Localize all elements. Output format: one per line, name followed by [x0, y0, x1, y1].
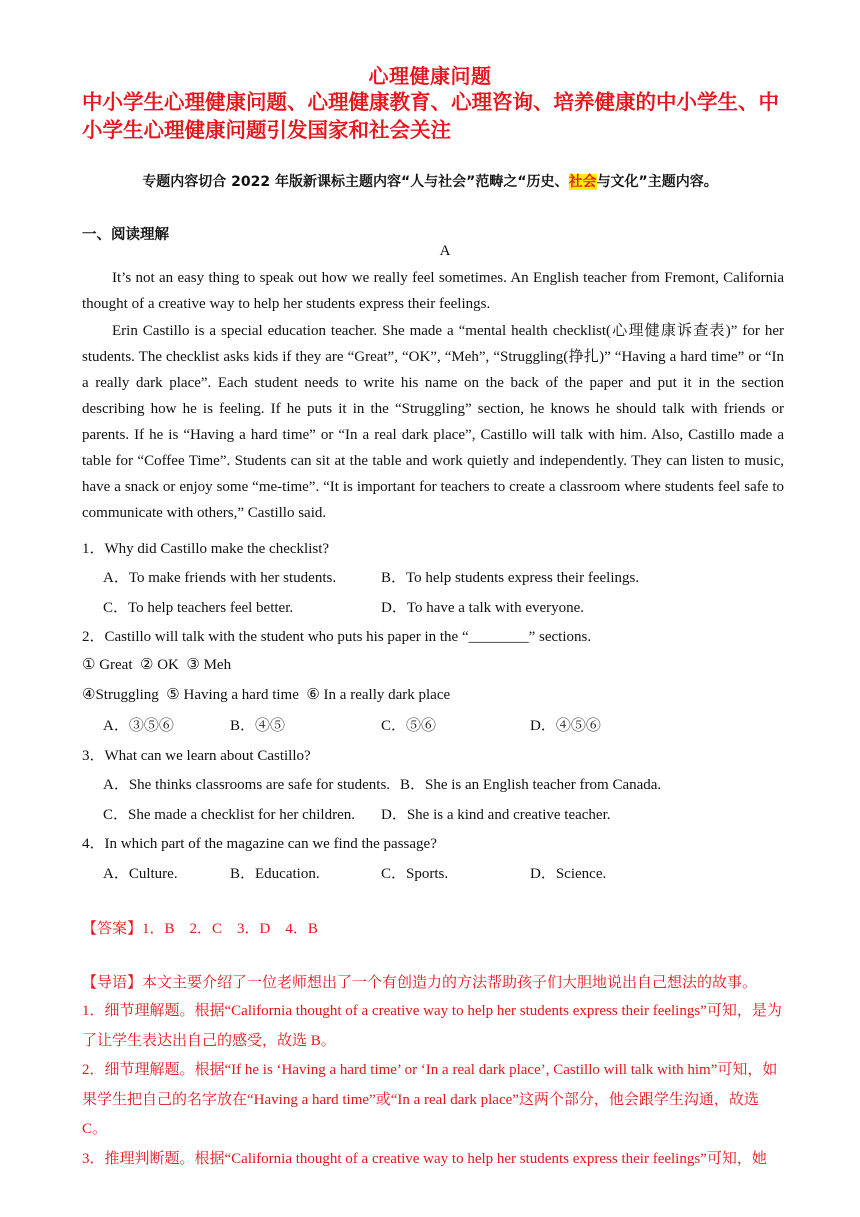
- question-4-stem: 4．In which part of the magazine can we find the passage?: [82, 836, 437, 852]
- explanation-item-2: 2．细节理解题。根据“If he is ‘Having a hard time’ or ‘In a real dark place’, Castillo will talk with him”可知，如果学生把自己的名字放在“Having a hard time”或“In a real dark place”这两个部分，他会跟学生沟通，故选 C。: [82, 1062, 778, 1137]
- question-2-option-c: C．⑤⑥: [381, 718, 437, 734]
- section-heading: 一、阅读理解: [82, 227, 169, 243]
- question-3-option-c: C．She made a checklist for her children.: [103, 807, 355, 823]
- passage-paragraph-1: It’s not an easy thing to speak out how we really feel sometimes. An English teacher from Fremont, California thought of a creative way to help her students express their feelings.: [82, 270, 784, 312]
- explanation-item-1: 1．细节理解题。根据“California thought of a creative way to help her students express their feelings”可知，是为了让学生表达出自己的感受，故选 B。: [82, 1003, 782, 1049]
- question-2-option-b: B．④⑤: [230, 718, 286, 734]
- passage-paragraph-2: Erin Castillo is a special education teacher. She made a “mental health checklist(心理健康诉查表)” for her students. The checklist asks kids if they are “Great”, “OK”, “Meh”, “Struggling(挣扎)” “Having a hard time” or “In a really dark place”. Each student needs to write his name on the back of the paper and put it in the section describing how he is feeling. If he puts it in the “Struggling” section, he knows he should talk with friends or parents. If he is “Having a hard time” or “In a real dark place”, Castillo will talk with him. Also, Castillo made a table for “Coffee Time”. Students can sit at the table and work quietly and independently. They can listen to music, have a snack or enjoy some “me-time”. “It is important for teachers to create a classroom where students feel safe to communicate with others,” Castillo said.: [82, 323, 784, 521]
- question-1-stem: 1．Why did Castillo make the checklist?: [82, 541, 330, 557]
- intro-text-after: 与文化”主题内容。: [596, 174, 718, 190]
- topic-intro: [0, 171, 860, 191]
- question-4-option-a: A．Culture.: [103, 866, 178, 882]
- question-1-option-c: C．To help teachers feel better.: [103, 600, 294, 616]
- answer-tag: 【答案】: [82, 919, 143, 937]
- question-1-option-a: A．To make friends with her students.: [103, 570, 337, 586]
- question-2-choices-line-2: ④Struggling ⑤ Having a hard time ⑥ In a really dark place: [82, 687, 451, 703]
- question-3-stem: 3．What can we learn about Castillo?: [82, 748, 311, 764]
- question-4-option-b: B．Education.: [230, 866, 320, 882]
- answer-text: 1．B 2．C 3．D 4．B: [142, 921, 318, 937]
- page-title: 心理健康问题: [368, 64, 492, 88]
- question-1-option-b: B．To help students express their feelings.: [381, 570, 640, 586]
- explanation-intro: [82, 968, 784, 999]
- question-2-option-a: A．③⑤⑥: [103, 718, 174, 734]
- question-1-option-d: D．To have a talk with everyone.: [381, 600, 585, 616]
- question-3-option-b: B．She is an English teacher from Canada.: [400, 777, 662, 793]
- question-2-option-d: D．④⑤⑥: [530, 718, 601, 734]
- intro-highlight: 社会: [568, 174, 597, 190]
- explanation-tag: 【导语】: [82, 973, 143, 991]
- explanation-item-3: 3．推理判断题。根据“California thought of a creative way to help her students express their feelings”可知，她: [82, 1151, 767, 1167]
- intro-text-before: 专题内容切合 2022 年版新课标主题内容“人与社会”范畴之“历史、: [142, 174, 569, 190]
- page-subtitle: 中小学生心理健康问题、心理健康教育、心理咨询、培养健康的中小学生、中小学生心理健康问题引发国家和社会关注: [82, 90, 779, 142]
- answer-key: [82, 917, 318, 938]
- question-3-option-d: D．She is a kind and creative teacher.: [381, 807, 611, 823]
- question-4-option-c: C．Sports.: [381, 866, 449, 882]
- passage-label: A: [439, 243, 451, 259]
- question-2-choices-line-1: ① Great ② OK ③ Meh: [82, 657, 232, 673]
- explanation-intro-text: 本文主要介绍了一位老师想出了一个有创造力的方法帮助孩子们大胆地说出自己想法的故事。: [142, 975, 758, 991]
- question-2-stem: 2．Castillo will talk with the student who puts his paper in the “________” sections.: [82, 629, 592, 645]
- question-3-option-a: A．She thinks classrooms are safe for students.: [103, 777, 391, 793]
- question-4-option-d: D．Science.: [530, 866, 607, 882]
